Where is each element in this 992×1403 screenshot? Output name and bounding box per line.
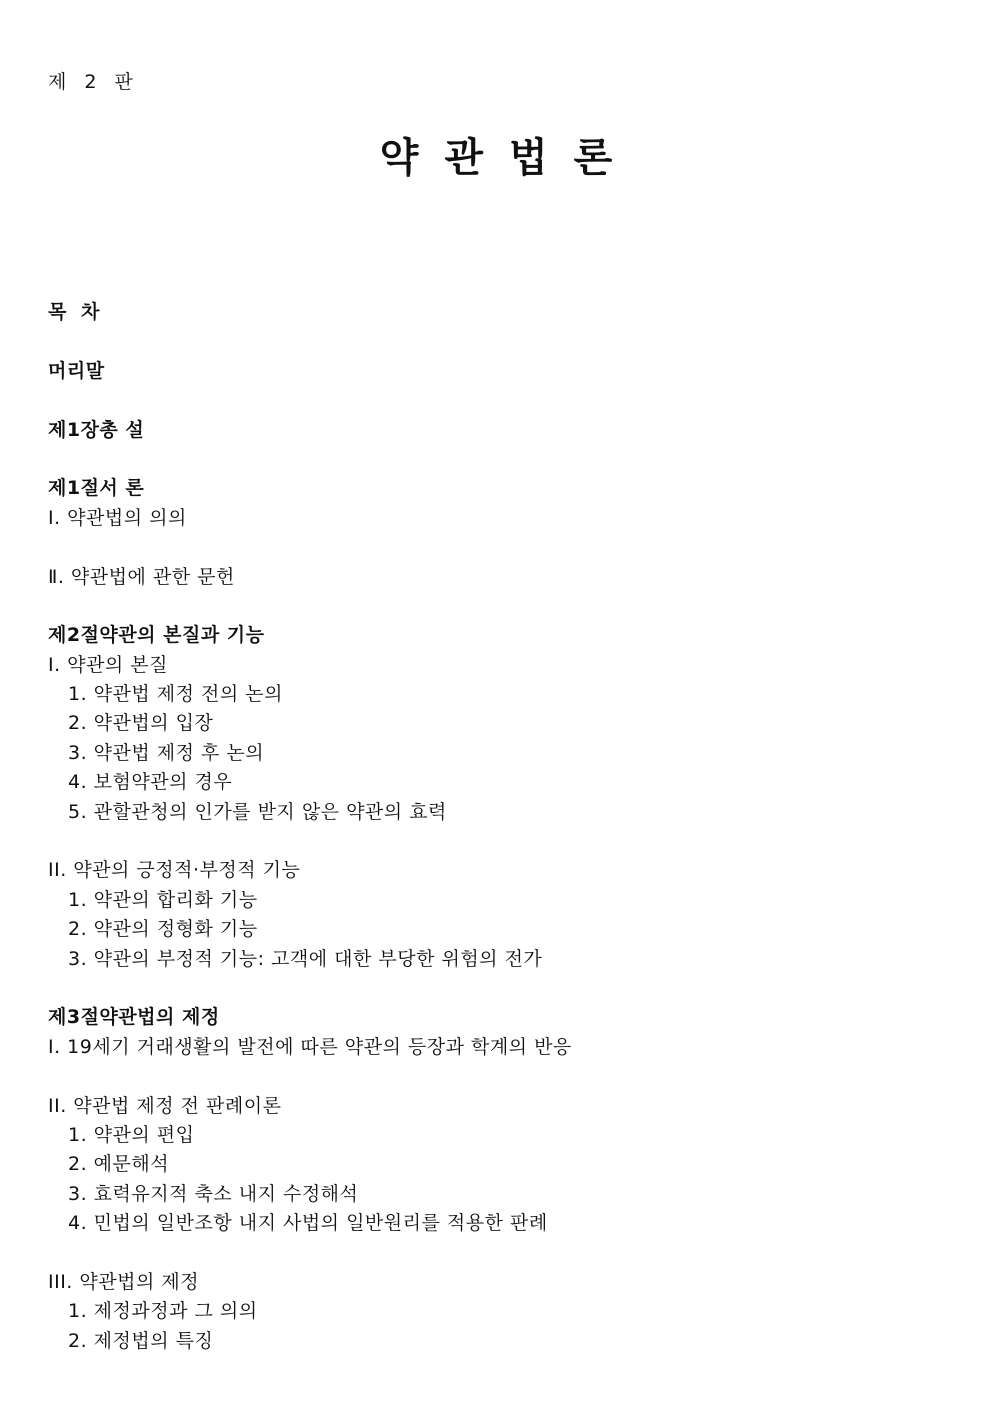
toc-chapter-1: 제1장총 설 [48, 418, 145, 441]
toc-item: Ⅱ. 약관법에 관한 문헌 [48, 565, 235, 588]
toc-subitem: 3. 약관의 부정적 기능: 고객에 대한 부당한 위험의 전가 [68, 947, 543, 970]
edition-label: 제 2 판 [48, 71, 139, 93]
spacer [48, 974, 948, 1003]
spacer [48, 533, 948, 562]
toc-subitem: 2. 예문해석 [68, 1153, 170, 1176]
toc-preface: 머리말 [48, 359, 105, 382]
toc-part: III. 약관법의 제정 [48, 1270, 200, 1293]
spacer [48, 386, 948, 415]
toc-subitem: 5. 관할관청의 인가를 받지 않은 약관의 효력 [68, 800, 447, 823]
toc-subitem: 3. 효력유지적 축소 내지 수정해석 [68, 1182, 359, 1205]
toc-subitem: 2. 약관법의 입장 [68, 712, 214, 735]
toc-part: II. 약관법 제정 전 판례이론 [48, 1094, 282, 1117]
toc-section-1-heading: 제1절서 론 [48, 477, 145, 500]
spacer [48, 1062, 948, 1091]
spacer [48, 327, 948, 356]
toc-section-3-heading: 제3절약관법의 제정 [48, 1006, 220, 1029]
toc-subitem: 1. 약관의 합리화 기능 [68, 888, 258, 911]
toc-part: II. 약관의 긍정적·부정적 기능 [48, 859, 301, 882]
toc-section-2-heading: 제2절약관의 본질과 기능 [48, 624, 265, 647]
toc-item: Ⅰ. 약관법의 의의 [48, 506, 187, 529]
toc-part: I. 약관의 본질 [48, 653, 168, 676]
toc-subitem: 4. 민법의 일반조항 내지 사법의 일반원리를 적용한 판례 [68, 1212, 548, 1235]
spacer [48, 592, 948, 621]
toc-subitem: 1. 약관의 편입 [68, 1123, 195, 1146]
spacer [48, 445, 948, 474]
toc-heading: 목 차 [48, 301, 104, 323]
toc-subitem: 2. 제정법의 특징 [68, 1329, 214, 1352]
toc-subitem: 1. 제정과정과 그 의의 [68, 1300, 258, 1323]
toc-subitem: 2. 약관의 정형화 기능 [68, 918, 258, 941]
table-of-contents [48, 298, 948, 1356]
spacer [48, 1239, 948, 1268]
spacer [48, 827, 948, 856]
toc-subitem: 1. 약관법 제정 전의 논의 [68, 683, 283, 706]
toc-subitem: 4. 보험약관의 경우 [68, 771, 233, 794]
toc-subitem: 3. 약관법 제정 후 논의 [68, 741, 265, 764]
toc-part: I. 19세기 거래생활의 발전에 따른 약관의 등장과 학계의 반응 [48, 1035, 572, 1058]
book-title: 약관법론 [379, 135, 639, 181]
